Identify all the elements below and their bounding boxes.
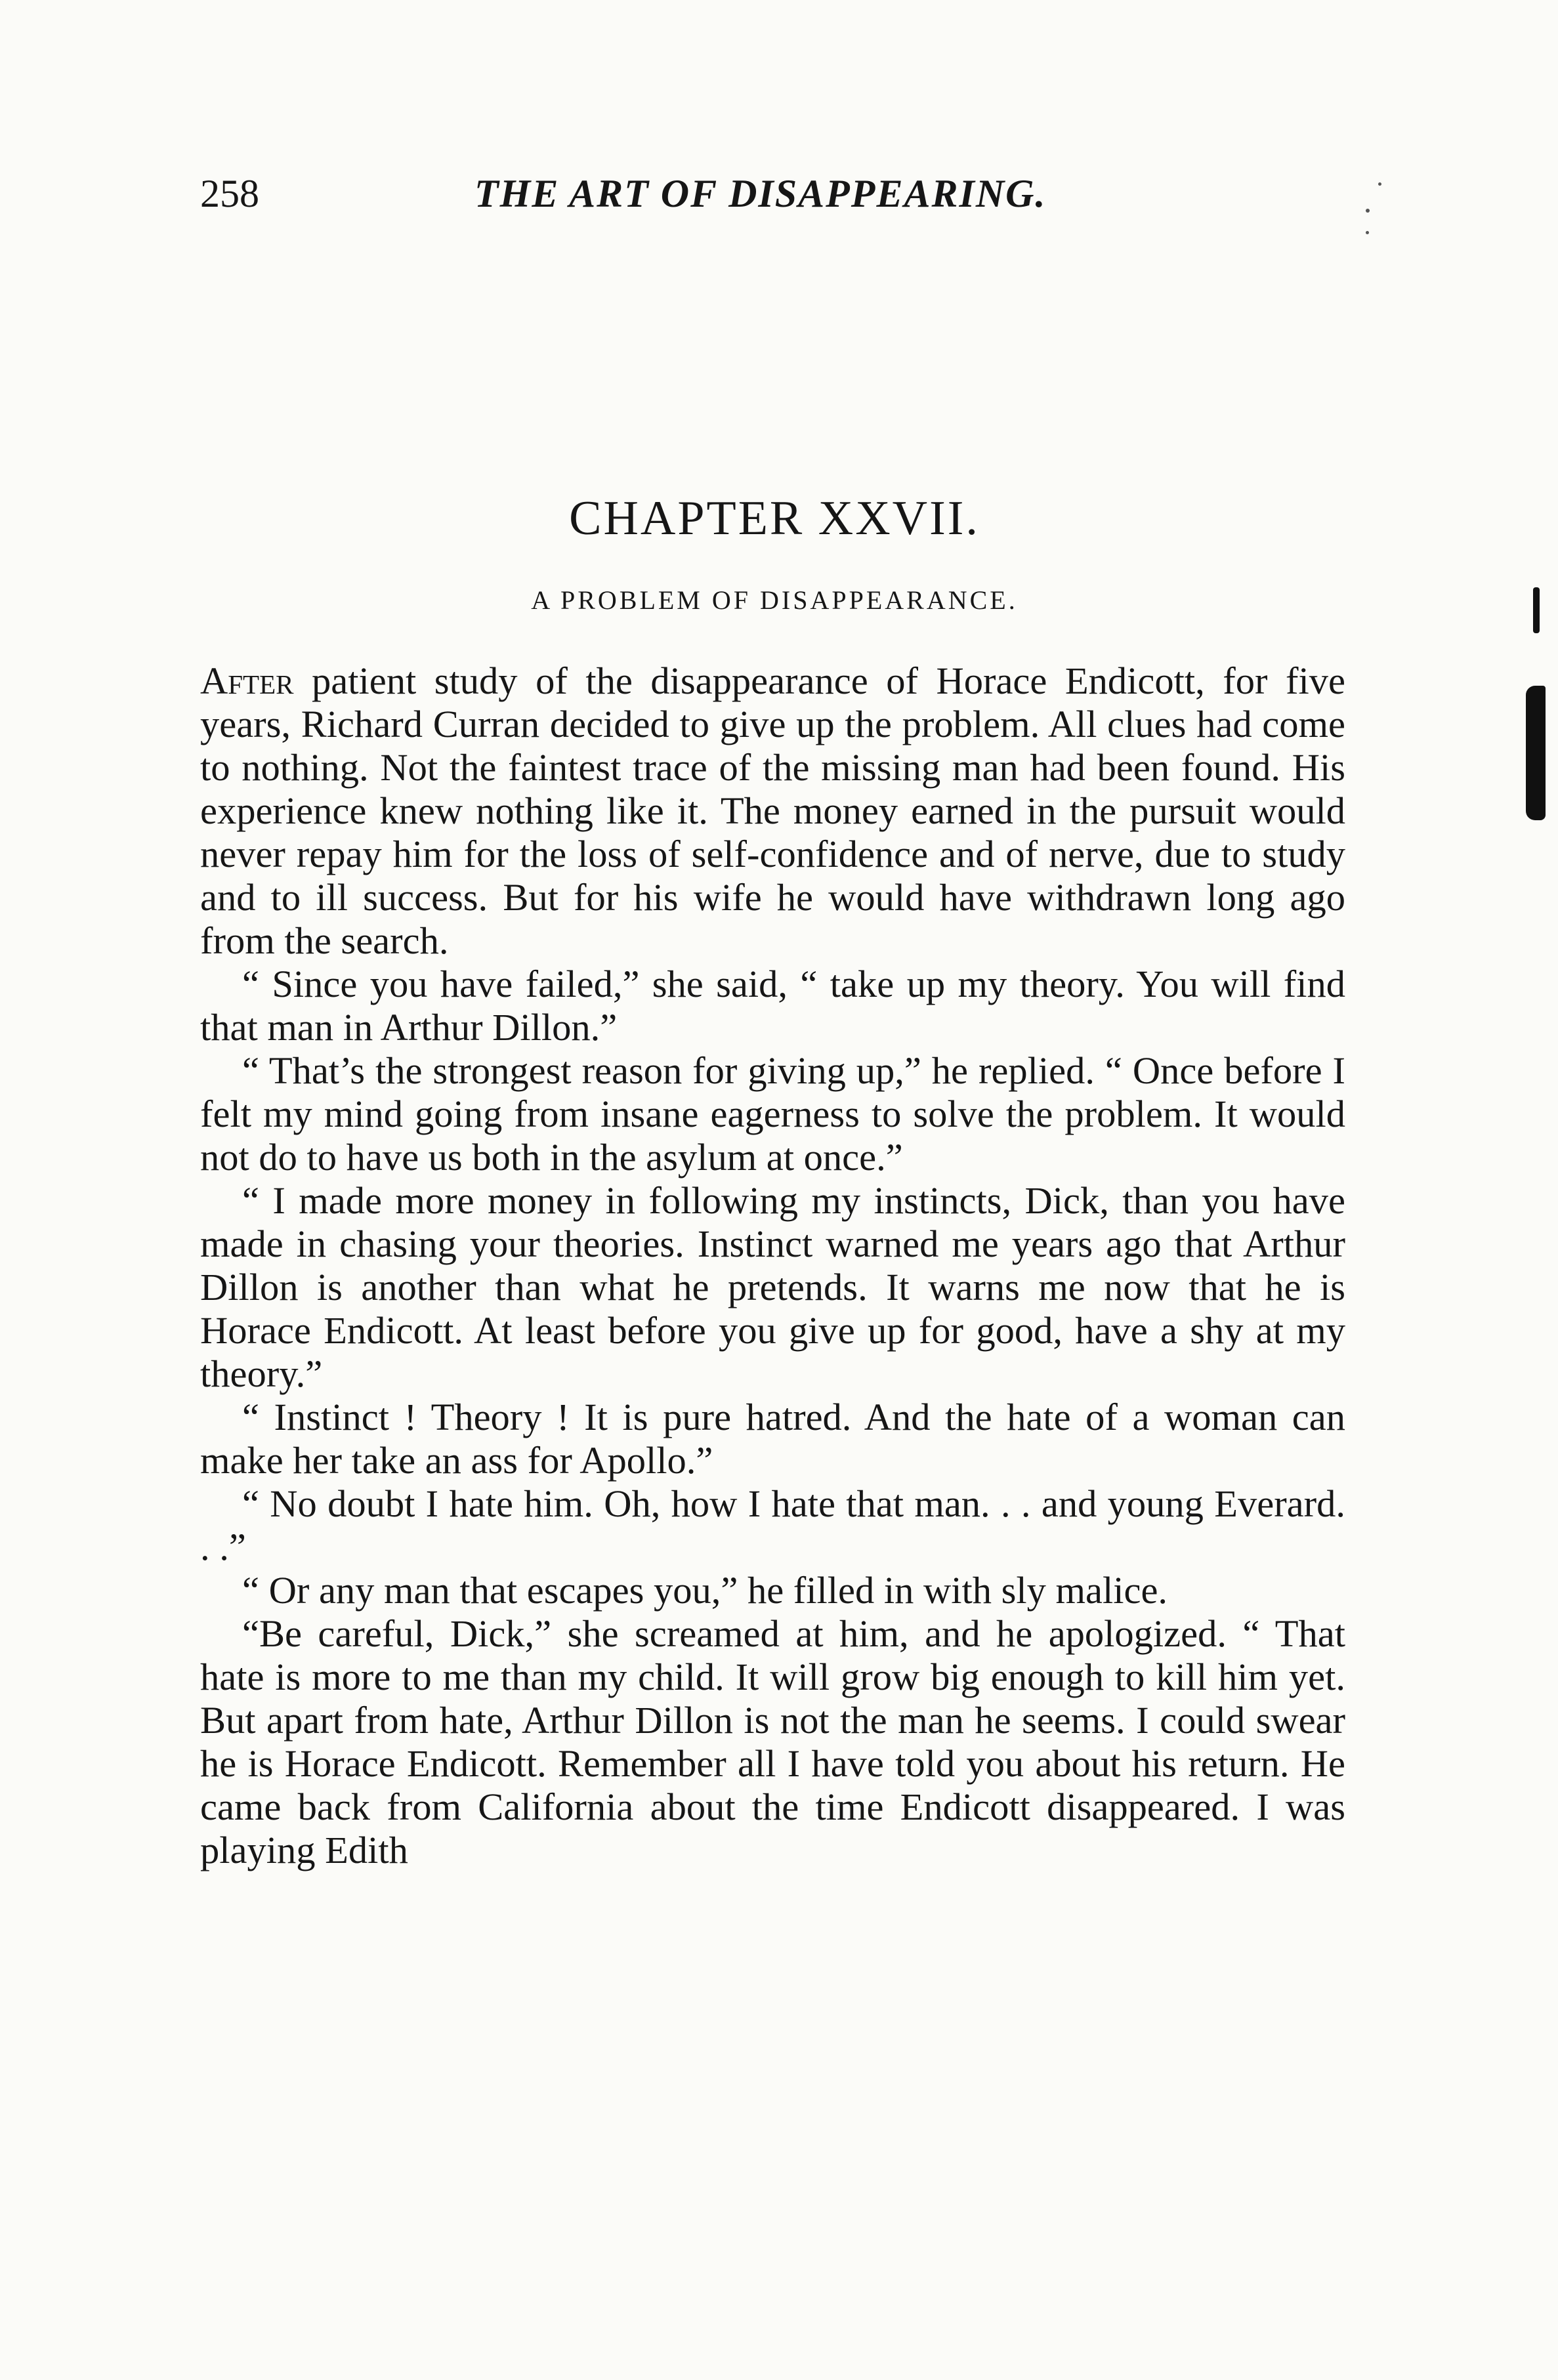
chapter-subtitle: A PROBLEM OF DISAPPEARANCE. bbox=[531, 585, 1018, 615]
paragraph-6: “ No doubt I hate him. Oh, how I hate that man. . . and young Everard. . .” bbox=[200, 1482, 1345, 1568]
paragraph-5: “ Instinct ! Theory ! It is pure hatred. And the hate of a woman can make her take an ass for Apollo.” bbox=[200, 1396, 1345, 1482]
ink-speck bbox=[1366, 209, 1370, 213]
page-number: 258 bbox=[200, 172, 259, 215]
paragraph-1-text: patient study of the disappearance of Horace Endicott, for five years, Richard Curran decided to give up the problem. All clues had come to nothing. Not the faintest trace of the missing man had been found. His experience knew nothing like it. The money earned in the pursuit would never repay him for the loss of self-confidence and of nerve, due to study and to ill success. But for his wife he would have withdrawn long ago from the search. bbox=[200, 659, 1345, 962]
chapter-title: CHAPTER XXVII. bbox=[569, 491, 980, 545]
paragraph-4: “ I made more money in following my instincts, Dick, than you have made in chasing your theories. Instinct warned me years ago that Arthur Dillon is another than what he pretends. It warns me now that he is Horace Endicott. At least before you give up for good, have a shy at my theory.” bbox=[200, 1179, 1345, 1395]
running-title: THE ART OF DISAPPEARING. bbox=[474, 172, 1047, 215]
margin-ink-mark bbox=[1526, 686, 1546, 820]
paragraph-2: “ Since you have failed,” she said, “ take up my theory. You will find that man in Arthur Dillon.” bbox=[200, 963, 1345, 1049]
running-header bbox=[200, 164, 1349, 223]
margin-ink-mark bbox=[1533, 587, 1540, 633]
paragraph-7: “ Or any man that escapes you,” he filled in with sly malice. bbox=[242, 1569, 1168, 1612]
paragraph-1 bbox=[200, 659, 1345, 963]
paragraph-8: “Be careful, Dick,” she screamed at him, and he apologized. “ That hate is more to me than my child. It will grow big enough to kill him yet. But apart from hate, Arthur Dillon is not the man he seems. I could swear he is Horace Endicott. Remember all I have told you about his return. He came back from California about the time Endicott disappeared. I was playing Edith bbox=[200, 1612, 1345, 1871]
ink-speck bbox=[1378, 182, 1381, 186]
paragraph-3: “ That’s the strongest reason for giving up,” he replied. “ Once before I felt my mind going from insane eagerness to solve the problem. It would not do to have us both in the asylum at once.” bbox=[200, 1049, 1345, 1179]
drop-word: After bbox=[200, 659, 294, 702]
ink-speck bbox=[1366, 231, 1369, 234]
body-text bbox=[200, 659, 1345, 1872]
